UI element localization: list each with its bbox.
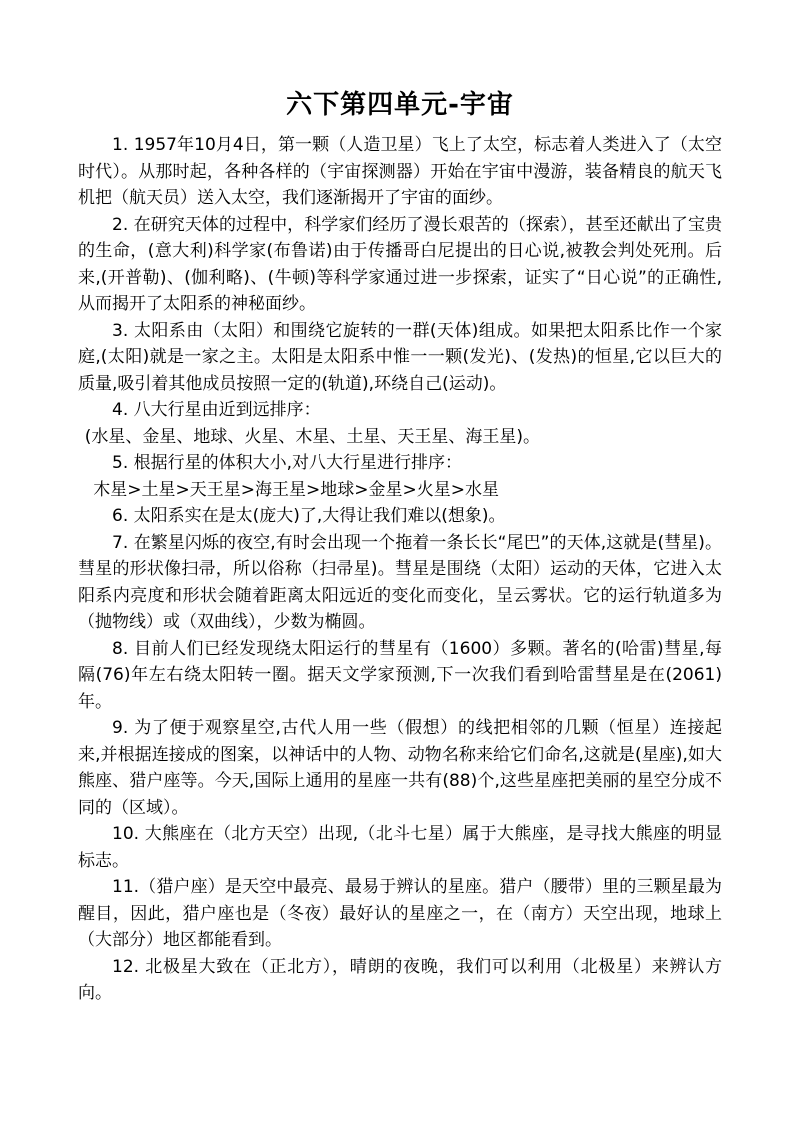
paragraph-4-heading: 4. 八大行星由近到远排序：	[112, 400, 321, 420]
paragraph-1: 1. 1957年10月4日，第一颗（人造卫星）飞上了太空，标志着人类进入了（太空时代）。从那时起，各种各样的（宇宙探测器）开始在宇宙中漫游，装备精良的航天飞机把（航天员）送入太空，我们逐渐揭开了宇宙的面纱。	[78, 135, 722, 208]
paragraph-3: 3. 太阳系由（太阳）和围绕它旋转的一群(天体)组成。如果把太阳系比作一个家庭,(太阳)就是一家之主。太阳是太阳系中惟一一颗(发光)、(发热)的恒星,它以巨大的质量,吸引着其他成员按照一定的(轨道),环绕自己(运动)。	[78, 320, 722, 394]
paragraph-6: 6. 太阳系实在是太(庞大)了,大得让我们难以(想象)。	[112, 506, 506, 526]
paragraph-7: 7. 在繁星闪烁的夜空,有时会出现一个拖着一条长长“尾巴”的天体,这就是(彗星)。彗星的形状像扫帚，所以俗称（扫帚星)。彗星是围绕（太阳）运动的天体，它进入太阳系内亮度和形状会随着距离太阳远近的变化而变化，呈云雾状。它的运行轨道多为（抛物线）或（双曲线），少数为椭圆。	[78, 532, 722, 632]
paragraph-12: 12. 北极星大致在（正北方），晴朗的夜晚，我们可以利用（北极星）来辨认方向。	[78, 956, 722, 1003]
paragraph-5-heading: 5. 根据行星的体积大小,对八大行星进行排序：	[112, 453, 463, 473]
paragraph-4-planet-order: (水星、金星、地球、火星、木星、土星、天王星、海王星)。	[84, 426, 541, 447]
paragraph-11: 11.（猎户座）是天空中最亮、最易于辨认的星座。猎户（腰带）里的三颗星最为醒目，因此，猎户座也是（冬夜）最好认的星座之一，在（南方）天空出现，地球上（大部分）地区都能看到。	[78, 877, 722, 950]
document-page	[78, 88, 722, 1007]
paragraph-5-size-order: 木星>土星>天王星>海王星>地球>金星>火星>水星	[93, 479, 500, 500]
paragraph-10: 10. 大熊座在（北方天空）出现,（北斗七星）属于大熊座，是寻找大熊座的明显标志。	[78, 824, 722, 871]
paragraph-8: 8. 目前人们已经发现绕太阳运行的彗星有（1600）多颗。著名的(哈雷)彗星,每隔(76)年左右绕太阳转一圈。据天文学家预测,下一次我们看到哈雷彗星是在(2061)年。	[78, 638, 722, 712]
paragraph-2: 2. 在研究天体的过程中，科学家们经历了漫长艰苦的（探索），甚至还献出了宝贵的生命，(意大利)科学家(布鲁诺)由于传播哥白尼提出的日心说,被教会判处死刑。后来,(开普勒)、(伽利略)、(牛顿)等科学家通过进一步探索，证实了“日心说”的正确性,从而揭开了太阳系的神秘面纱。	[78, 214, 722, 314]
paragraph-9: 9. 为了便于观察星空,古代人用一些（假想）的线把相邻的几颗（恒星）连接起来,并根据连接成的图案，以神话中的人物、动物名称来给它们命名,这就是(星座),如大熊座、猎户座等。今天,国际上通用的星座一共有(88)个,这些星座把美丽的星空分成不同的（区域）。	[78, 718, 722, 818]
document-title: 六下第四单元-宇宙	[286, 90, 514, 120]
